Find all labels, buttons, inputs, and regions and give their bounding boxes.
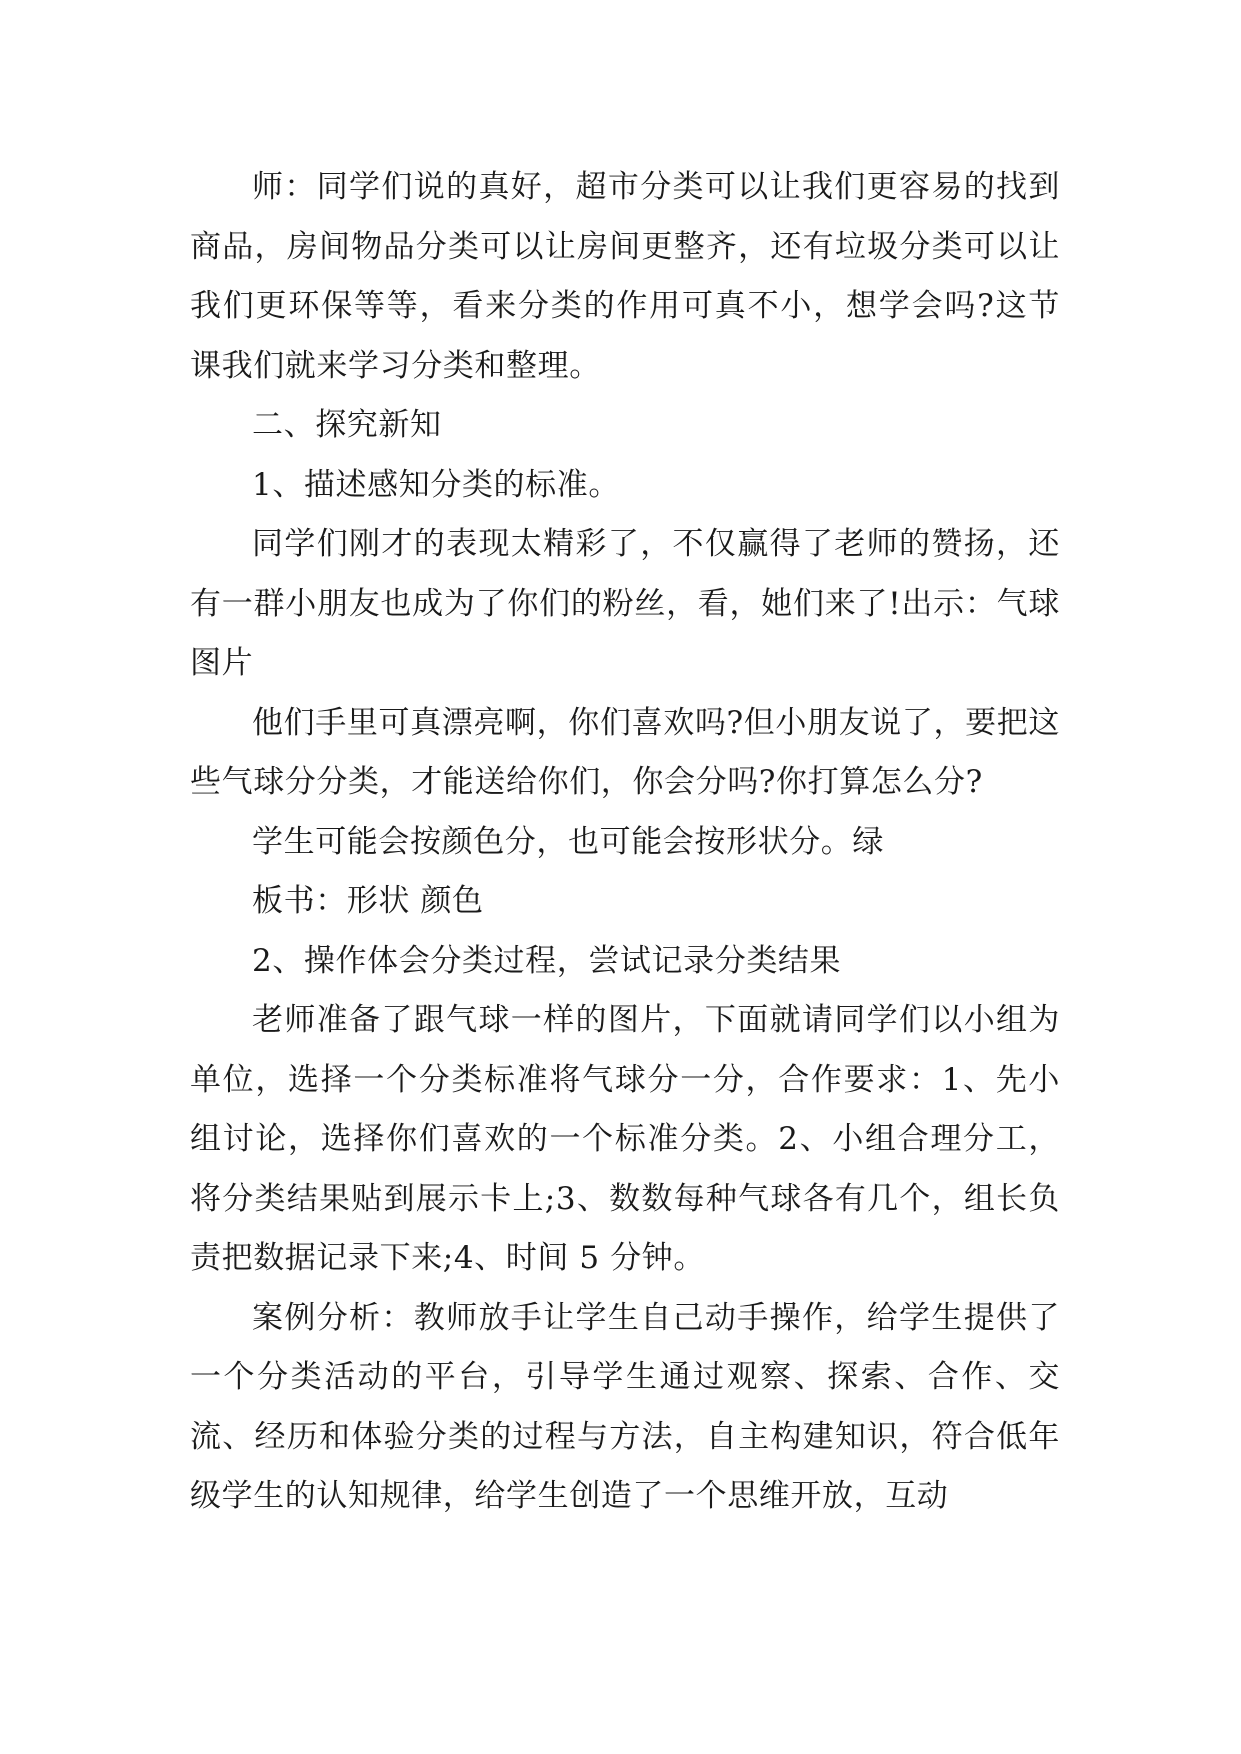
step-heading-1: 1、描述感知分类的标准。 (252, 466, 620, 503)
paragraph-balloon-question: 他们手里可真漂亮啊，你们喜欢吗?但小朋友说了，要把这些气球分分类，才能送给你们，你会分吗?你打算怎么分? (190, 704, 1060, 800)
paragraph-group-task: 老师准备了跟气球一样的图片，下面就请同学们以小组为单位，选择一个分类标准将气球分一分，合作要求：1、先小组讨论，选择你们喜欢的一个标准分类。2、小组合理分工，将分类结果贴到展示卡上;3、数数每种气球各有几个，组长负责把数据记录下来;4、时间 5 分钟。 (190, 1002, 1060, 1276)
paragraph-case-analysis: 案例分析：教师放手让学生自己动手操作，给学生提供了一个分类活动的平台，引导学生通过观察、探索、合作、交流、经历和体验分类的过程与方法，自主构建知识，符合低年级学生的认知规律，给学生创造了一个思维开放，互动 (190, 1299, 1060, 1514)
document-body (190, 158, 1060, 1527)
paragraph-teacher-intro: 师：同学们说的真好，超市分类可以让我们更容易的找到商品，房间物品分类可以让房间更整齐，还有垃圾分类可以让我们更环保等等，看来分类的作用可真不小，想学会吗?这节课我们就来学习分类和整理。 (190, 169, 1060, 384)
section-heading-explore: 二、探究新知 (252, 407, 442, 443)
paragraph-student-answer: 学生可能会按颜色分，也可能会按形状分。绿 (252, 823, 884, 860)
step-heading-2: 2、操作体会分类过程，尝试记录分类结果 (252, 942, 842, 979)
paragraph-blackboard: 板书：形状 颜色 (252, 883, 484, 919)
paragraph-balloon-intro: 同学们刚才的表现太精彩了，不仅赢得了老师的赞扬，还有一群小朋友也成为了你们的粉丝，看，她们来了!出示：气球图片 (190, 526, 1060, 681)
